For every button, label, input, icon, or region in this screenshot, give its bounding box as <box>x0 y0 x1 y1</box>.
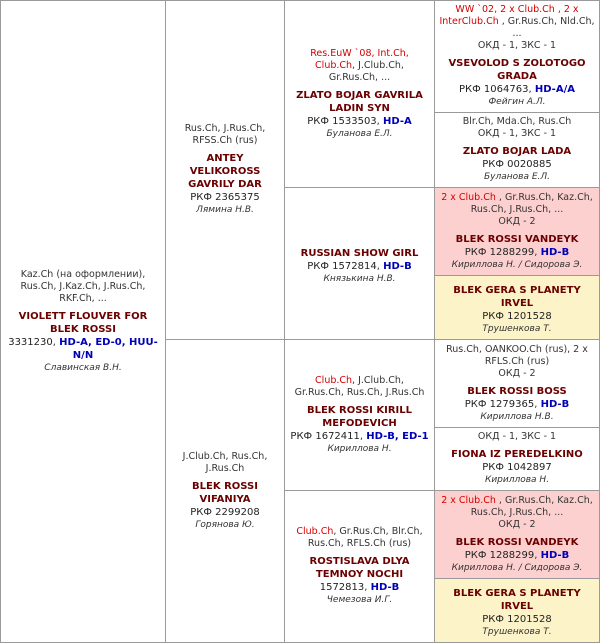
titles-line <box>289 375 430 399</box>
owner-name: Кириллова Н. / Сидорова Э. <box>451 259 583 270</box>
registration-number: РКФ 1279365 <box>464 398 535 410</box>
separator: , <box>534 246 541 258</box>
dsd-cell <box>434 427 600 491</box>
title-segment: WW `02, 2 x Club.Ch , 2 x InterClub.Ch <box>439 4 579 27</box>
owner-name: Горянова Ю. <box>195 519 255 530</box>
dog-name: BLEK ROSSI VIFANIYA <box>192 480 258 505</box>
owner-name: Буланова Е.Л. <box>326 128 393 139</box>
registration-line <box>465 246 569 259</box>
registration-line <box>459 83 575 96</box>
titles-line <box>289 526 430 550</box>
titles-line <box>439 344 595 368</box>
title-segment: , Gr.Rus.Ch, Kaz.Ch, Rus.Ch, J.Rus.Ch, ... <box>470 191 593 215</box>
title-segment: Rus.Ch, J.Rus.Ch, RFSS.Ch (rus) <box>184 123 266 146</box>
registration-line <box>190 506 259 519</box>
dog-name: BLEK ROSSI KIRILL MEFODEVICH <box>306 404 413 429</box>
owner-name: Фейгин А.Л. <box>488 97 546 107</box>
registration-line <box>190 191 259 204</box>
registration-number: РКФ 1288299 <box>464 246 535 258</box>
sire-dam-cell <box>284 187 435 340</box>
dog-name: ANTEY VELIKOROSS GAVRILY DAR <box>188 153 262 190</box>
dog-name: VSEVOLOD S ZOLOTOGO GRADA <box>448 58 586 82</box>
title-segment: , J.Club.Ch, Gr.Rus.Ch, ... <box>328 59 404 83</box>
registration-number: 3331230 <box>8 336 53 348</box>
owner-name: Кириллова Н.В. <box>480 411 554 422</box>
registration-number: РКФ 1201528 <box>482 311 552 322</box>
health-test: HD-B <box>370 582 400 593</box>
title-segment: 2 x Club.Ch <box>441 494 496 506</box>
dog-name: ZLATO BOJAR GAVRILA LADIN SYN <box>296 89 423 114</box>
owner-name: Трушенкова Т. <box>482 627 552 637</box>
work-titles: ОКД - 1, ЗКС - 1 <box>477 40 557 51</box>
registration-line <box>465 398 569 411</box>
owner-name: Князькина Н.В. <box>323 273 396 284</box>
health-test: HD-B <box>540 246 570 258</box>
dog-name: BLEK ROSSI BOSS <box>467 385 567 397</box>
sire-sire-cell <box>284 0 435 188</box>
title-segment: J.Club.Ch, Rus.Ch, J.Rus.Ch <box>182 450 268 474</box>
owner-name: Кириллова Н. <box>484 475 550 485</box>
registration-line <box>465 549 569 562</box>
titles-line <box>289 48 430 84</box>
owner-name: Трушенкова Т. <box>482 324 552 334</box>
titles-line <box>170 451 280 475</box>
separator: , <box>534 549 541 561</box>
sss-cell <box>434 0 600 113</box>
health-test: HD-B <box>383 260 412 272</box>
titles-line <box>170 123 280 147</box>
title-segment: , Gr.Rus.Ch, Blr.Ch, Rus.Ch, RFLS.Ch (rus) <box>307 526 423 549</box>
titles-line <box>5 269 161 305</box>
dog-name: FIONA IZ PEREDELKINO <box>451 449 583 460</box>
dog-name: ROSTISLAVA DLYA TEMNOY NOCHI <box>309 556 410 580</box>
registration-line <box>482 461 551 474</box>
title-segment: Rus.Ch, OANKOO.Ch (rus), 2 x RFLS.Ch (rus) <box>446 343 588 367</box>
registration-number: РКФ 1201528 <box>482 614 552 625</box>
owner-name: Кириллова Н. / Сидорова Э. <box>451 562 583 573</box>
registration-line <box>290 430 428 443</box>
separator: , <box>359 430 367 442</box>
work-titles: ОКД - 1, ЗКС - 1 <box>477 431 557 442</box>
dam-dam-cell <box>284 490 435 643</box>
owner-name: Чемезова И.Г. <box>326 595 393 605</box>
separator: , <box>364 582 371 593</box>
sire-cell <box>165 0 285 340</box>
title-segment: Kaz.Ch (на оформлении), Rus.Ch, J.Kaz.Ch, J.Rus.Ch, RKF.Ch, ... <box>20 268 146 304</box>
separator: , <box>376 115 384 127</box>
registration-number: РКФ 1288299 <box>464 549 535 561</box>
dog-name: VIOLETT FLOUVER FOR BLEK ROSSI <box>18 310 148 335</box>
separator: , <box>534 398 541 410</box>
title-segment: Club.Ch <box>296 526 334 537</box>
dog-name: BLEK ROSSI VANDEYK <box>455 536 579 548</box>
health-test: HD-A, ED-0, HUU-N/N <box>59 336 158 361</box>
work-titles: ОКД - 2 <box>498 518 536 530</box>
dog-name: BLEK GERA S PLANETY IRVEL <box>453 285 581 309</box>
dog-name: ZLATO BOJAR LADA <box>462 146 572 157</box>
registration-line <box>320 581 400 594</box>
owner-name: Славинская В.Н. <box>44 362 122 373</box>
health-test: HD-A/A <box>534 84 575 95</box>
dam-sire-cell <box>284 339 435 491</box>
registration-line <box>482 158 551 171</box>
registration-number: РКФ 1064763 <box>459 84 529 95</box>
registration-line <box>307 115 412 128</box>
registration-number: РКФ 1042897 <box>482 462 552 473</box>
dam-cell <box>165 339 285 643</box>
titles-line <box>439 495 595 519</box>
work-titles: ОКД - 1, ЗКС - 1 <box>477 128 557 139</box>
sds-cell <box>434 187 600 276</box>
health-test: HD-B <box>540 549 570 561</box>
work-titles: ОКД - 2 <box>498 215 536 227</box>
registration-number: РКФ 0020885 <box>482 159 552 170</box>
title-segment: , Gr.Rus.Ch, Kaz.Ch, Rus.Ch, J.Rus.Ch, ... <box>470 494 593 518</box>
dds-cell <box>434 490 600 579</box>
health-test: HD-A <box>383 115 412 127</box>
registration-number: РКФ 2365375 <box>190 192 260 203</box>
health-test: HD-B <box>540 398 570 410</box>
work-titles: ОКД - 2 <box>498 367 536 379</box>
title-segment: , Gr.Rus.Ch, Nld.Ch, ... <box>498 16 595 39</box>
registration-number: РКФ 1533503 <box>307 115 377 127</box>
registration-number: РКФ 2299208 <box>190 506 260 518</box>
ddd-cell <box>434 578 600 643</box>
title-segment: 2 x Club.Ch <box>441 191 496 203</box>
titles-line <box>463 116 572 128</box>
registration-line <box>482 613 551 626</box>
separator: , <box>528 84 535 95</box>
owner-name: Кириллова Н. <box>327 443 392 454</box>
title-segment: Blr.Ch, Mda.Ch, Rus.Ch <box>462 116 572 127</box>
title-segment: Club.Ch <box>315 374 353 386</box>
ssd-cell <box>434 112 600 188</box>
registration-number: 1572813 <box>319 582 365 593</box>
subject-cell <box>0 0 166 643</box>
owner-name: Буланова Е.Л. <box>483 172 550 182</box>
titles-line <box>439 4 595 40</box>
registration-line <box>482 310 551 323</box>
separator: , <box>52 336 60 348</box>
owner-name: Лямина Н.В. <box>196 205 254 215</box>
registration-line <box>5 336 161 362</box>
title-segment: Res.EuW `08, Int.Ch, Club.Ch <box>310 47 409 71</box>
dog-name: BLEK GERA S PLANETY IRVEL <box>453 588 581 612</box>
dog-name: RUSSIAN SHOW GIRL <box>300 247 419 259</box>
titles-line <box>439 192 595 216</box>
dss-cell <box>434 339 600 428</box>
sdd-cell <box>434 275 600 340</box>
health-test: HD-B, ED-1 <box>366 430 429 442</box>
registration-number: РКФ 1672411 <box>290 430 360 442</box>
separator: , <box>376 260 384 272</box>
registration-number: РКФ 1572814 <box>307 260 377 272</box>
registration-line <box>307 260 411 273</box>
title-segment: , J.Club.Ch, Gr.Rus.Ch, Rus.Ch, J.Rus.Ch <box>294 374 425 398</box>
dog-name: BLEK ROSSI VANDEYK <box>455 233 579 245</box>
